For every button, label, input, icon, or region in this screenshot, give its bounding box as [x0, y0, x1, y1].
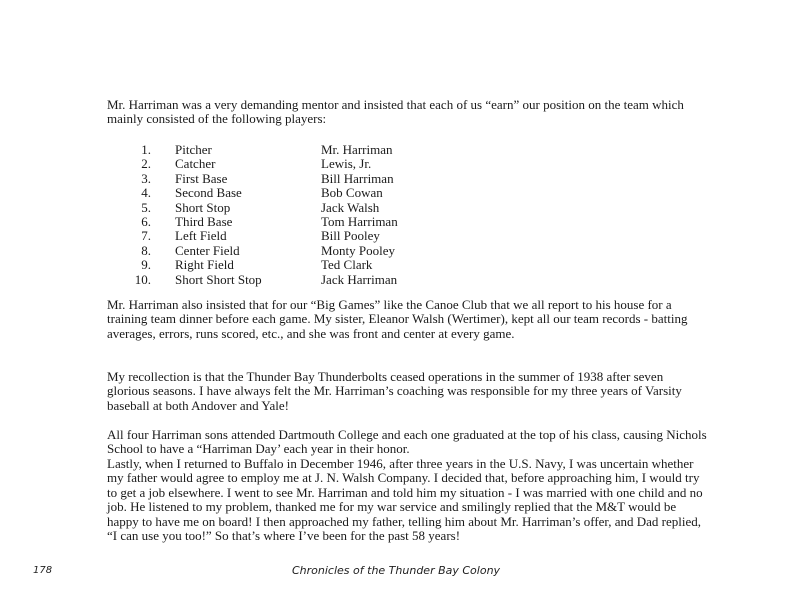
player-name: Bill Harriman	[321, 170, 394, 186]
position: Catcher	[175, 156, 216, 172]
roster-row	[107, 201, 398, 215]
player-name: Ted Clark	[321, 257, 373, 273]
position: Third Base	[175, 213, 233, 229]
player-name: Bob Cowan	[321, 185, 383, 201]
position: Pitcher	[175, 142, 212, 157]
intro-paragraph: Mr. Harriman was a very demanding mentor and insisted that each of us “earn” our position on the team which mainly consisted of the following players:	[107, 97, 684, 127]
row-number: 10.	[134, 271, 151, 287]
roster-row	[107, 143, 398, 157]
row-number: 9.	[141, 257, 151, 273]
row-number: 2.	[141, 156, 151, 172]
position: Left Field	[175, 228, 227, 244]
position: Second Base	[175, 185, 242, 201]
roster-row	[107, 186, 398, 200]
lastly-paragraph: Lastly, when I returned to Buffalo in December 1946, after three years in the U.S. Navy, I was uncertain whether my father would agree to employ me at J. N. Walsh Company. I decided that, before approaching him, I would try to get a job elsewhere. I went to see Mr. Harriman and told him my situation - I was married with one child and no job. He listened to my problem, thanked me for my war service and smilingly replied that the M&T would be happy to have me on board! I then approached my father, telling him about Mr. Harriman’s offer, and Dad replied, “I can use you too!” So that’s where I’ve been for the past 58 years!	[107, 456, 703, 544]
row-number: 7.	[141, 228, 151, 244]
row-number: 4.	[141, 185, 151, 201]
roster-row	[107, 258, 398, 272]
row-number: 3.	[141, 170, 151, 186]
player-name: Bill Pooley	[321, 228, 380, 244]
row-number: 6.	[141, 213, 151, 229]
player-name: Tom Harriman	[321, 213, 398, 229]
recollection-paragraph: My recollection is that the Thunder Bay Thunderbolts ceased operations in the summer of 1938 after seven glorious seasons. I have always felt the Mr. Harriman’s coaching was responsible for my three years of Varsity baseball at both Andover and Yale!	[107, 369, 682, 413]
row-number: 1.	[141, 142, 151, 157]
position: Center Field	[175, 242, 240, 258]
player-name: Jack Harriman	[321, 271, 398, 287]
position: First Base	[175, 170, 228, 186]
position: Right Field	[175, 257, 234, 273]
position: Short Stop	[175, 199, 231, 215]
roster-row	[107, 229, 398, 243]
player-name: Jack Walsh	[321, 199, 380, 215]
row-number: 8.	[141, 242, 151, 258]
row-number: 5.	[141, 199, 151, 215]
harriman-sons-paragraph: All four Harriman sons attended Dartmouth College and each one graduated at the top of his class, causing Nichols School to have a “Harriman Day’ each year in their honor.	[107, 427, 707, 457]
roster-row	[107, 157, 398, 171]
player-name: Lewis, Jr.	[321, 156, 372, 172]
running-footer-title: Chronicles of the Thunder Bay Colony	[292, 564, 501, 577]
roster-row	[107, 172, 398, 186]
team-roster	[107, 143, 398, 287]
position: Short Short Stop	[175, 271, 262, 287]
page-number: 178	[33, 565, 53, 576]
roster-row	[107, 273, 398, 287]
player-name: Monty Pooley	[321, 242, 396, 258]
roster-row	[107, 215, 398, 229]
player-name: Mr. Harriman	[321, 142, 393, 157]
big-games-paragraph: Mr. Harriman also insisted that for our “Big Games” like the Canoe Club that we all report to his house for a training team dinner before each game. My sister, Eleanor Walsh (Wertimer), kept all our team records - batting averages, errors, runs scored, etc., and she was front and center at every game.	[107, 297, 688, 341]
roster-row	[107, 244, 398, 258]
